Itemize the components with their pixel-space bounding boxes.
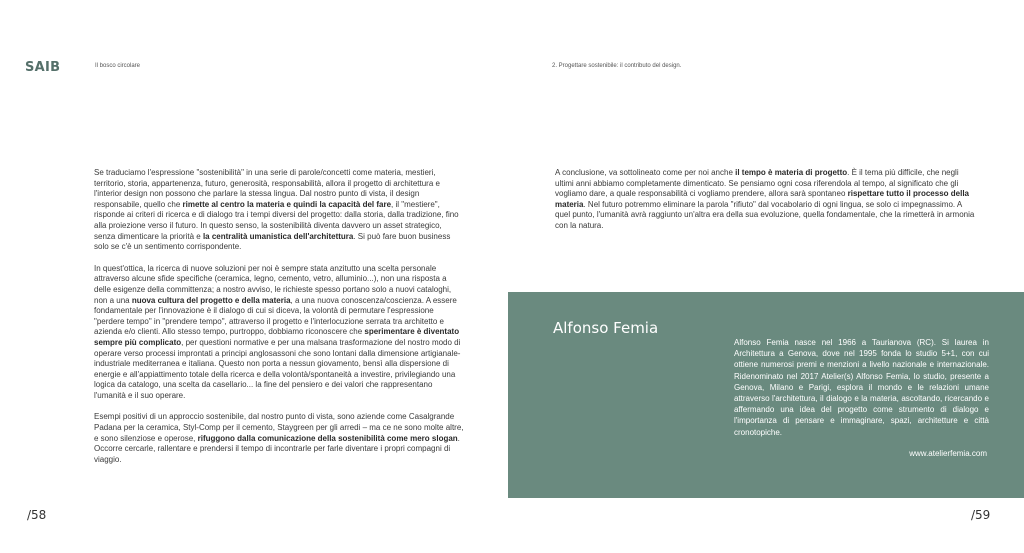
paragraph — [94, 412, 465, 465]
page-number-right: /59 — [971, 508, 991, 522]
bold-phrase: rispettare tutto il processo della materia — [555, 189, 969, 209]
text-run: . Occorre cercarle, rallentare e prendersi il tempo di incontrarle per farle diventare i propri compagni di viaggio. — [94, 433, 460, 464]
author-bio-panel — [508, 292, 1024, 498]
author-bio: Alfonso Femia nasce nel 1966 a Taurianova (RC). Si laurea in Architettura a Genova, dove nel 1995 fonda lo studio 5+1, con cui ottiene numerosi premi e menzioni a livello nazionale e internazionale. Ridenominato nel 2017 Atelier(s) Alfonso Femia, lo studio, presente a Genova, Milano e Parigi, esplora il mondo e le relazioni umane attraverso l'architettura, il dialogo e la materia, ascoltando, ricercando e affermando una idea del progetto come strumento di dialogo e l'importanza di pensare e immaginare, spazi, architetture e città cronotopiche. — [734, 338, 989, 437]
bold-phrase: la centralità umanistica dell'architettura — [202, 231, 354, 241]
bold-phrase: nuova cultura del progetto e della materia — [131, 295, 291, 305]
text-run: . Nel futuro potremmo eliminare la parola "rifiuto" dal vocabolario di ogni lingua, se solo ci impegnassimo. A quel punto, l'umanità avrà raggiunto un'altra era della sua evoluzione, quella fondamentale, che la rimetterà in armonia con la natura. — [555, 199, 975, 230]
page-number-left: /58 — [27, 508, 47, 522]
text-run: . Si può fare buon business solo se c'è un sentimento corrispondente. — [94, 231, 451, 252]
paragraph — [94, 264, 465, 402]
logo: SAIB — [25, 60, 61, 75]
bold-phrase: rimette al centro la materia e quindi la capacità del fare — [182, 199, 392, 209]
left-running-head: Il bosco circolare — [95, 63, 141, 69]
bold-phrase: il tempo è materia di progetto — [735, 168, 848, 177]
author-website-link[interactable]: www.atelierfemia.com — [909, 449, 987, 458]
text-run: Se traduciamo l'espressione "sostenibilità" in una serie di parole/concetti come materia, mestieri, territorio, storia, appartenenza, futuro, generosità, responsabilità, allora il progetto di architettura e l'interior design non possono che parlare la stessa lingua. Dal nostro punto di vista, il design responsabile, quello che — [94, 168, 440, 209]
text-run: , a una nuova conoscenza/coscienza. A essere fondamentale per l'innovazione è il dialogo di cui si diceva, la volontà di permutare l'espressione "perdere tempo" in "prendere tempo", attraverso il progetto e l'interlocuzione serrata tra architetto e azienda e/o clienti. Allo stesso tempo, purtroppo, dobbiamo riconoscere che — [94, 295, 457, 337]
text-run: Esempi positivi di un approccio sostenibile, dal nostro punto di vista, sono aziende come Casalgrande Padana per la ceramica, Styl-Comp per il cemento, Staygreen per gli arredi – ma ce ne sono molte altre, e sono silenziose e operose, — [94, 412, 464, 443]
left-text-column — [94, 168, 465, 476]
paragraph — [94, 168, 465, 253]
text-run: . È il tema più difficile, che negli ultimi anni abbiamo completamente dimenticato. Se pensiamo ogni cosa riferendola al tempo, al significato che gli vogliamo dare, a quale responsabilità ci vogliamo prendere, allora sarà spontaneo — [555, 168, 959, 199]
bold-phrase: rifuggono dalla comunicazione della sostenibilità come mero slogan — [197, 433, 458, 443]
text-run: In quest'ottica, la ricerca di nuove soluzioni per noi è sempre stata anzitutto una scelta personale attraverso alcune sfide specifiche (ceramica, legno, cemento, vetro, alluminio...), non una risposta a delle esigenze della committenza; a nostro avviso, le richieste spesso portano solo a nuovi cataloghi, non a una — [94, 263, 452, 305]
author-name: Alfonso Femia — [553, 319, 659, 337]
text-run: A conclusione, va sottolineato come per noi anche — [555, 168, 736, 177]
paragraph — [555, 168, 975, 232]
text-run: , per questioni normative e per una malsana trasformazione del nostro modo di operare verso processi improntati a principi anglosassoni che sono lontani dalla dimensione artigianale-industriale mediterranea e italiana. Questo non porta a nessun giovamento, bensì alla dispersione di energie e all'appiattimento totale della ricerca e della volontà/spontaneità a investire, privilegiando una logica da catalogo, una scelta da casellario... la fine del pensiero e dei valori che rappresentano l'umanità e il suo operare. — [94, 337, 461, 400]
right-running-head: 2. Progettare sostenibile: il contributo del design. — [552, 63, 682, 69]
text-run: , il "mestiere", risponde ai criteri di ricerca e di dialogo tra i tempi diversi del progetto: dalla storia, dalla tradizione, fino alla proiezione verso il futuro. In questo senso, la sostenibilità diventa davvero un asset strategico, senza dimenticare la priorità e — [94, 199, 459, 241]
right-text-column — [555, 168, 975, 243]
bold-phrase: sperimentare è diventato sempre più complicato — [94, 327, 460, 347]
